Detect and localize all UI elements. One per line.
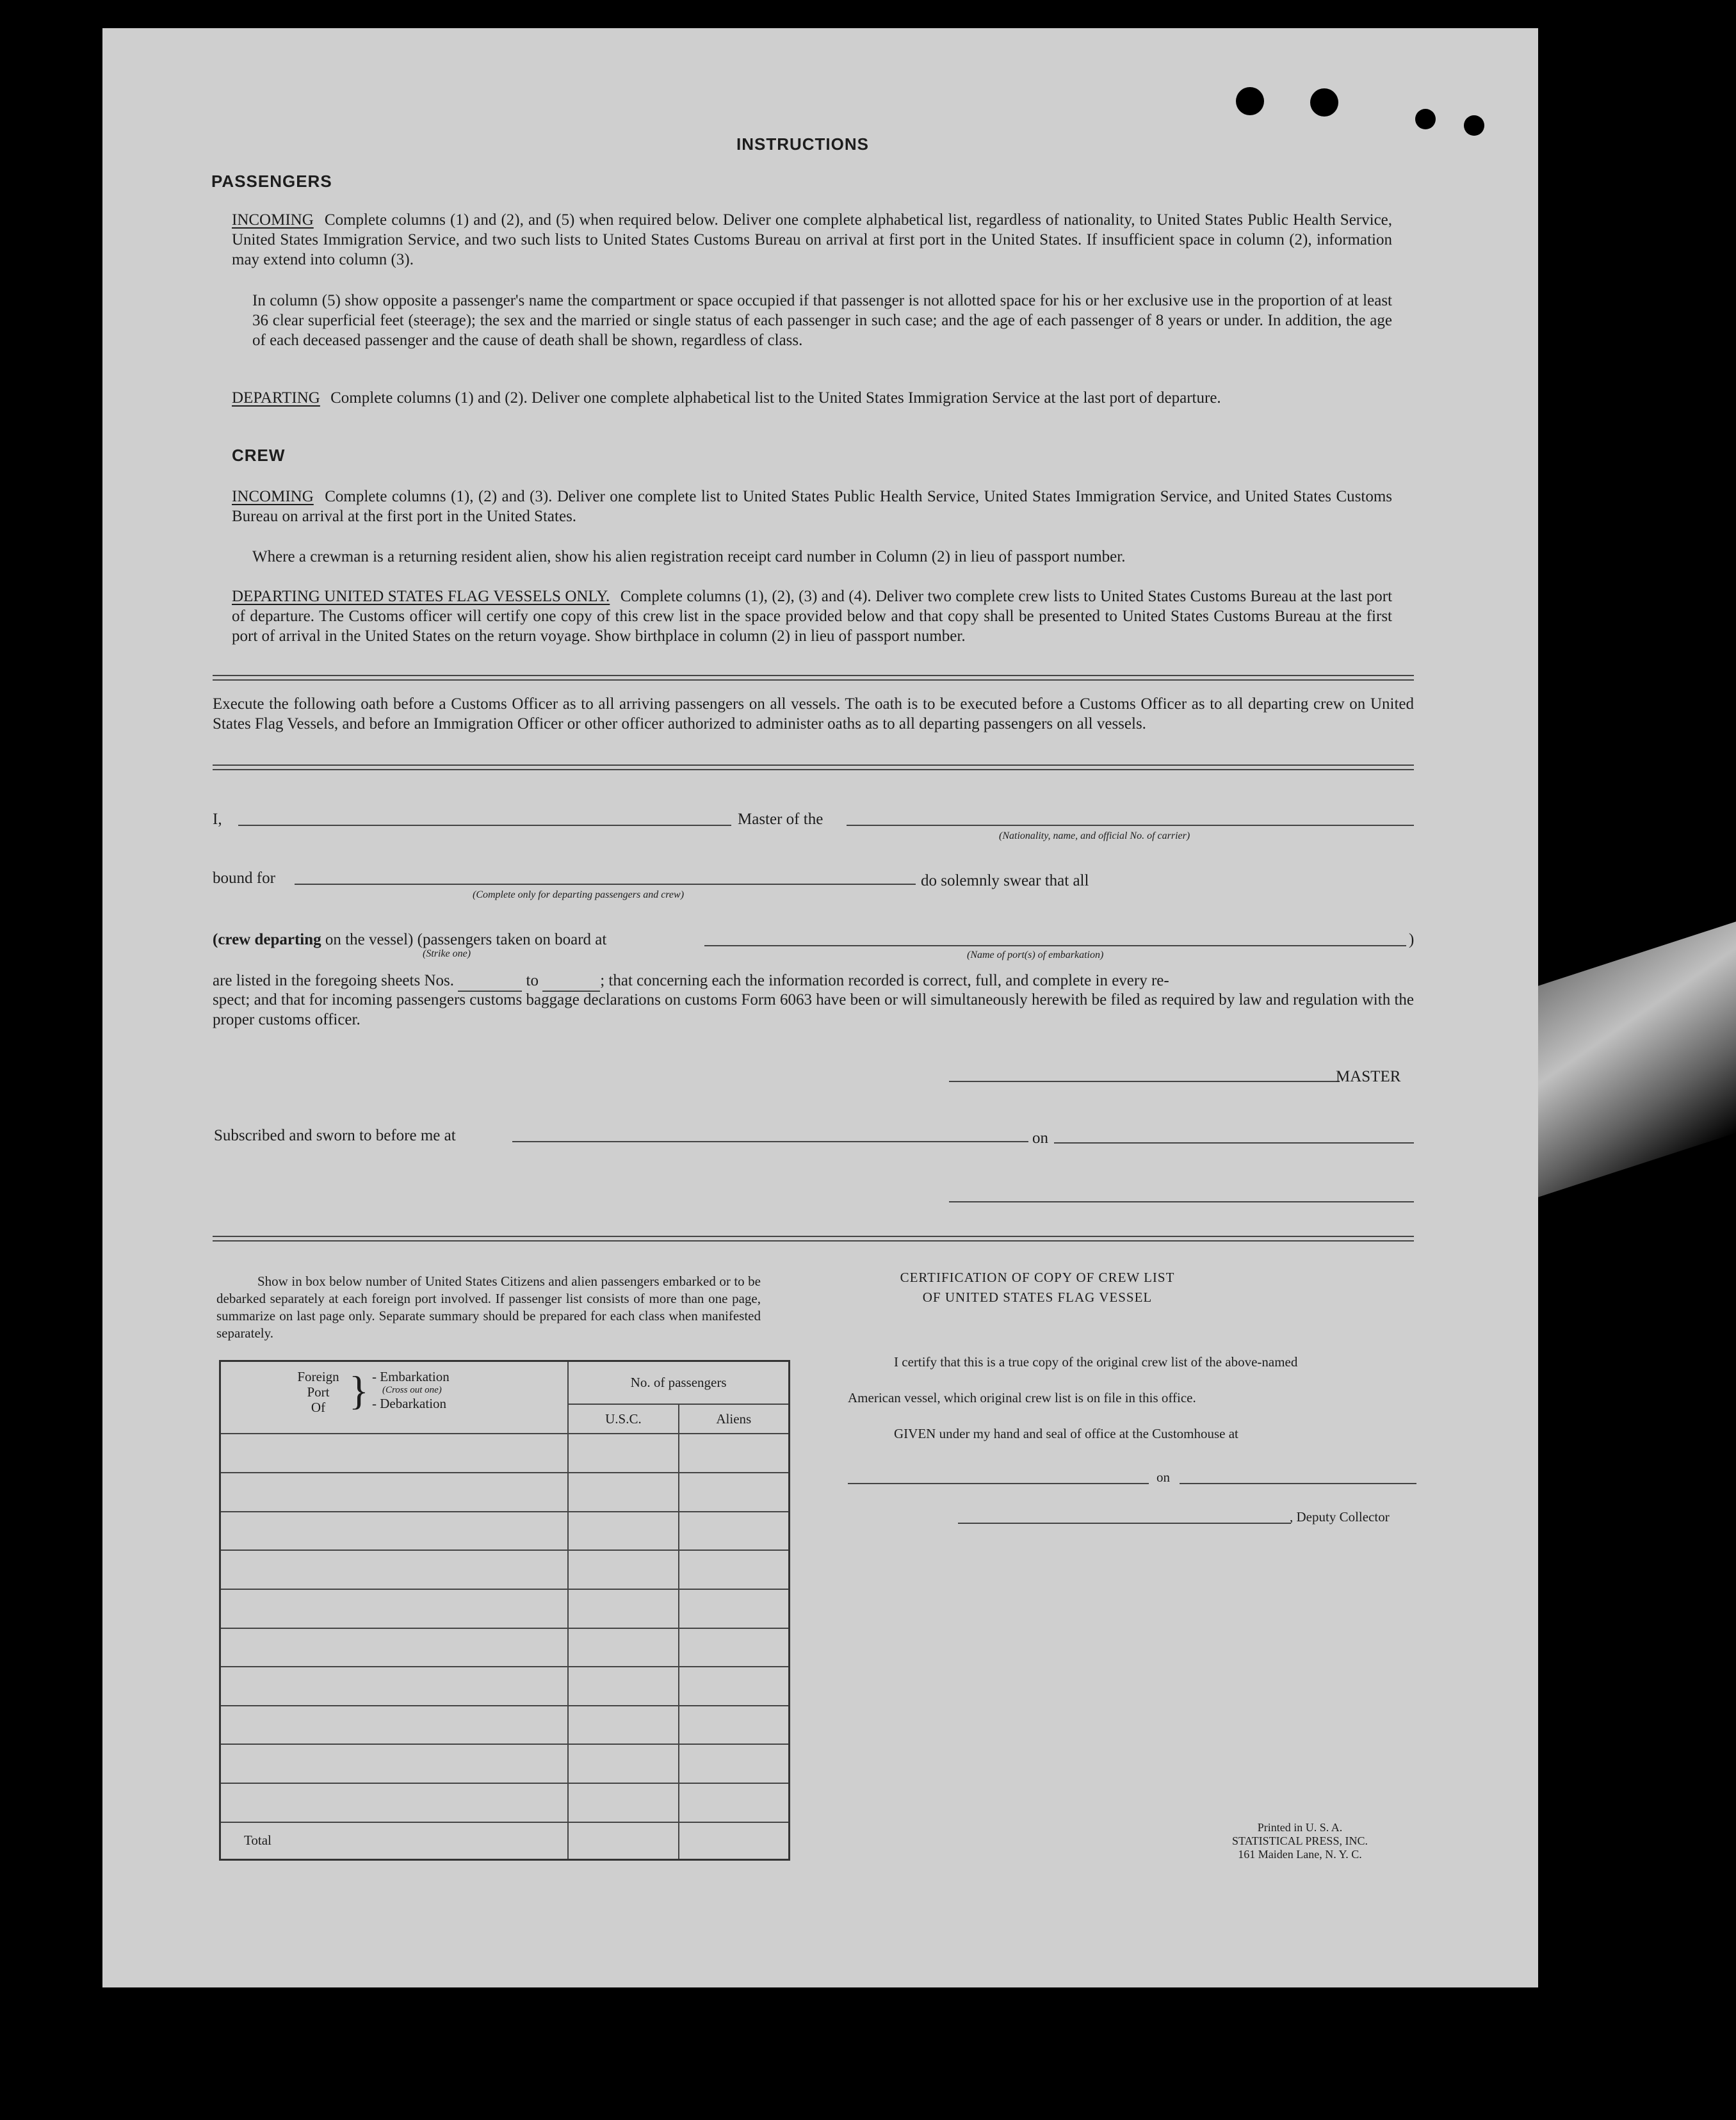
instructions-title: INSTRUCTIONS <box>736 134 869 154</box>
master-label: MASTER <box>1336 1068 1401 1085</box>
aliens-cell[interactable] <box>679 1473 790 1512</box>
crew-departing-text: Complete columns (1), (2), (3) and (4). Deliver two complete crew lists to United States Customs Bureau at the last port of departure. The Customs officer will certify one copy of this crew list in the space provided below and that copy shall be presented to United States Customs Bureau at the first port of arrival in the United States on the return voyage. Show birthplace in column (2) in lieu of passport number. <box>232 588 1393 645</box>
usc-cell[interactable] <box>568 1512 678 1551</box>
foreign-port-of-label <box>293 1369 344 1415</box>
swear-label: do solemnly swear that all <box>921 872 1089 889</box>
master-of-the-label: Master of the <box>738 811 823 828</box>
crew-incoming-text: Complete columns (1), (2) and (3). Deliver one complete list to United States Public Health Service, United States Immigration Service, and United States Customs Bureau on arrival at the first port in the United States. <box>232 488 1393 525</box>
crew-incoming-block <box>232 487 1392 526</box>
cross-out-note: (Cross out one) <box>382 1384 442 1395</box>
crew-resident-paragraph: Where a crewman is a returning resident alien, show his alien registration receipt card number in Column (2) in lieu of passport number. <box>252 548 1126 565</box>
punch-hole <box>1236 87 1264 115</box>
printer-line-3: 161 Maiden Lane, N. Y. C. <box>1238 1848 1362 1861</box>
usc-cell[interactable] <box>568 1628 678 1667</box>
crew-departing-option: (crew departing <box>213 931 321 948</box>
crew-heading: CREW <box>232 446 286 465</box>
passengers-departing-label: DEPARTING <box>232 389 320 407</box>
aliens-cell[interactable] <box>679 1628 790 1667</box>
certification-title-line1: CERTIFICATION OF COPY OF CREW LIST <box>900 1270 1175 1285</box>
crew-passenger-line <box>213 930 606 950</box>
bound-for-field[interactable] <box>295 884 916 885</box>
port-cell[interactable] <box>220 1706 569 1745</box>
aliens-header: Aliens <box>679 1404 790 1434</box>
carrier-field[interactable] <box>847 825 1414 826</box>
listed-line <box>213 971 1414 992</box>
aliens-cell[interactable] <box>679 1550 790 1589</box>
customhouse-field[interactable] <box>848 1483 1149 1484</box>
passengers-incoming-block <box>232 210 1392 270</box>
bound-for-label: bound for <box>213 870 275 887</box>
subscribed-label: Subscribed and sworn to before me at <box>214 1127 456 1144</box>
usc-cell[interactable] <box>568 1667 678 1706</box>
sheet-from-field[interactable] <box>458 971 522 992</box>
sworn-on-label: on <box>1032 1129 1048 1147</box>
certification-title-line2: OF UNITED STATES FLAG VESSEL <box>922 1290 1153 1305</box>
usc-cell[interactable] <box>568 1783 678 1822</box>
foreign-word: Foreign <box>297 1368 339 1384</box>
aliens-cell[interactable] <box>679 1589 790 1628</box>
column5-paragraph: In column (5) show opposite a passenger's name the compartment or space occupied if that passenger is not allotted space for his or her exclusive use in the proportion of at least 36 clear superficial feet (steerage); the sex and the married or single status of each passenger in such case; and the age of each passenger of 8 years or under. In addition, the age of each deceased passenger and the cause of death shall be shown, regardless of class. <box>252 292 1392 349</box>
port-cell[interactable] <box>220 1667 569 1706</box>
officer-signature-field[interactable] <box>949 1201 1414 1202</box>
cert-on-label: on <box>1156 1469 1170 1485</box>
passengers-heading: PASSENGERS <box>211 172 332 191</box>
section-divider <box>213 675 1414 681</box>
form-page <box>102 28 1538 1987</box>
deputy-signature-field[interactable] <box>958 1523 1291 1524</box>
oath-i-label: I, <box>213 811 222 828</box>
of-word: Of <box>311 1399 326 1415</box>
printer-line-1: Printed in U. S. A. <box>1257 1821 1343 1834</box>
scan-shadow <box>1534 921 1736 1199</box>
total-label: Total <box>220 1822 569 1860</box>
port-cell[interactable] <box>220 1550 569 1589</box>
section-divider <box>213 1236 1414 1242</box>
sworn-place-field[interactable] <box>512 1141 1028 1142</box>
port-caption: (Name of port(s) of embarkation) <box>967 950 1104 960</box>
brace: } <box>349 1367 369 1413</box>
port-cell[interactable] <box>220 1744 569 1783</box>
given-line: GIVEN under my hand and seal of office at the Customhouse at <box>894 1426 1238 1441</box>
aliens-cell[interactable] <box>679 1667 790 1706</box>
listed-to: to <box>526 972 539 989</box>
crew-departing-block <box>232 587 1392 646</box>
certify-line-2: American vessel, which original crew list is on file in this office. <box>848 1390 1196 1405</box>
close-paren: ) <box>1409 931 1415 948</box>
oath-intro-paragraph: Execute the following oath before a Customs Officer as to all arriving passengers on all vessels. The oath is to be executed before a Customs Officer as to all departing crew on United States Flag Vessels, and before an Immigration Officer or other officer authorized to administer oaths as to all departing passengers on all vessels. <box>213 695 1414 732</box>
ports-summary-table <box>219 1360 790 1861</box>
debarkation-option: - Debarkation <box>372 1395 447 1411</box>
port-cell[interactable] <box>220 1628 569 1667</box>
crew-departing-label: DEPARTING UNITED STATES FLAG VESSELS ONLY. <box>232 588 610 605</box>
passengers-incoming-text: Complete columns (1) and (2), and (5) when required below. Deliver one complete alphabetical list, regardless of nationality, to United States Public Health Service, United States Immigration Service, and two such lists to United States Customs Bureau on arrival at first port in the United States. If insufficient space in column (2), information may extend into column (3). <box>232 211 1393 268</box>
punch-hole <box>1415 109 1436 129</box>
cert-date-field[interactable] <box>1180 1483 1416 1484</box>
punch-hole <box>1310 88 1338 117</box>
section-divider <box>213 765 1414 770</box>
listed-text-a: are listed in the foregoing sheets Nos. <box>213 972 454 989</box>
passengers-departing-block <box>232 388 1392 408</box>
usc-total-cell[interactable] <box>568 1822 678 1860</box>
embark-debark-labels <box>372 1369 450 1411</box>
port-cell[interactable] <box>220 1473 569 1512</box>
usc-cell[interactable] <box>568 1434 678 1473</box>
passengers-incoming-label: INCOMING <box>232 211 314 229</box>
printer-imprint <box>1204 1821 1396 1861</box>
punch-hole <box>1464 115 1484 136</box>
usc-cell[interactable] <box>568 1744 678 1783</box>
listed-text-c: spect; and that for incoming passengers customs baggage declarations on customs Form 6063 have been or will simultaneously herewith be filed as required by law and regulation with the proper customs officer. <box>213 991 1414 1028</box>
usc-cell[interactable] <box>568 1473 678 1512</box>
port-cell[interactable] <box>220 1512 569 1551</box>
aliens-cell[interactable] <box>679 1434 790 1473</box>
crew-incoming-label: INCOMING <box>232 488 314 505</box>
usc-cell[interactable] <box>568 1589 678 1628</box>
passengers-departing-text: Complete columns (1) and (2). Deliver one complete alphabetical list to the United States Immigration Service at the last port of departure. <box>330 389 1221 407</box>
usc-header: U.S.C. <box>568 1404 678 1434</box>
port-word: Port <box>307 1384 330 1400</box>
no-of-passengers-header: No. of passengers <box>568 1361 789 1404</box>
aliens-cell[interactable] <box>679 1706 790 1745</box>
foreign-port-header <box>220 1361 569 1434</box>
on-the-vessel-text: on the vessel) <box>325 931 414 948</box>
aliens-cell[interactable] <box>679 1744 790 1783</box>
embarkation-port-field[interactable] <box>704 945 1406 946</box>
master-name-field[interactable] <box>238 825 731 826</box>
printer-line-2: STATISTICAL PRESS, INC. <box>1232 1834 1368 1847</box>
aliens-cell[interactable] <box>679 1783 790 1822</box>
port-cell[interactable] <box>220 1783 569 1822</box>
passengers-taken-option: (passengers taken on board at <box>417 931 607 948</box>
certify-line-1: I certify that this is a true copy of the original crew list of the above-named <box>894 1354 1298 1370</box>
usc-cell[interactable] <box>568 1550 678 1589</box>
aliens-cell[interactable] <box>679 1512 790 1551</box>
usc-cell[interactable] <box>568 1706 678 1745</box>
deputy-collector-label: , Deputy Collector <box>1290 1509 1390 1525</box>
bound-caption: (Complete only for departing passengers and crew) <box>473 889 685 900</box>
summary-instructions: Show in box below number of United States Citizens and alien passengers embarked or to be debarked separately at each foreign port involved. If passenger list consists of more than one page, summarize on last page only. Separate summary should be prepared for each class when manifested separately. <box>216 1274 761 1341</box>
listed-text-b: ; that concerning each the information recorded is correct, full, and complete in every re- <box>600 972 1169 989</box>
carrier-caption: (Nationality, name, and official No. of carrier) <box>999 830 1190 841</box>
sworn-date-field[interactable] <box>1054 1142 1414 1144</box>
port-cell[interactable] <box>220 1434 569 1473</box>
sheet-to-field[interactable] <box>542 971 600 992</box>
port-cell[interactable] <box>220 1589 569 1628</box>
master-signature-field[interactable] <box>949 1081 1340 1082</box>
strike-one-caption: (Strike one) <box>423 948 471 959</box>
embarkation-option: - Embarkation <box>372 1368 450 1384</box>
aliens-total-cell[interactable] <box>679 1822 790 1860</box>
certification-title <box>839 1268 1236 1307</box>
